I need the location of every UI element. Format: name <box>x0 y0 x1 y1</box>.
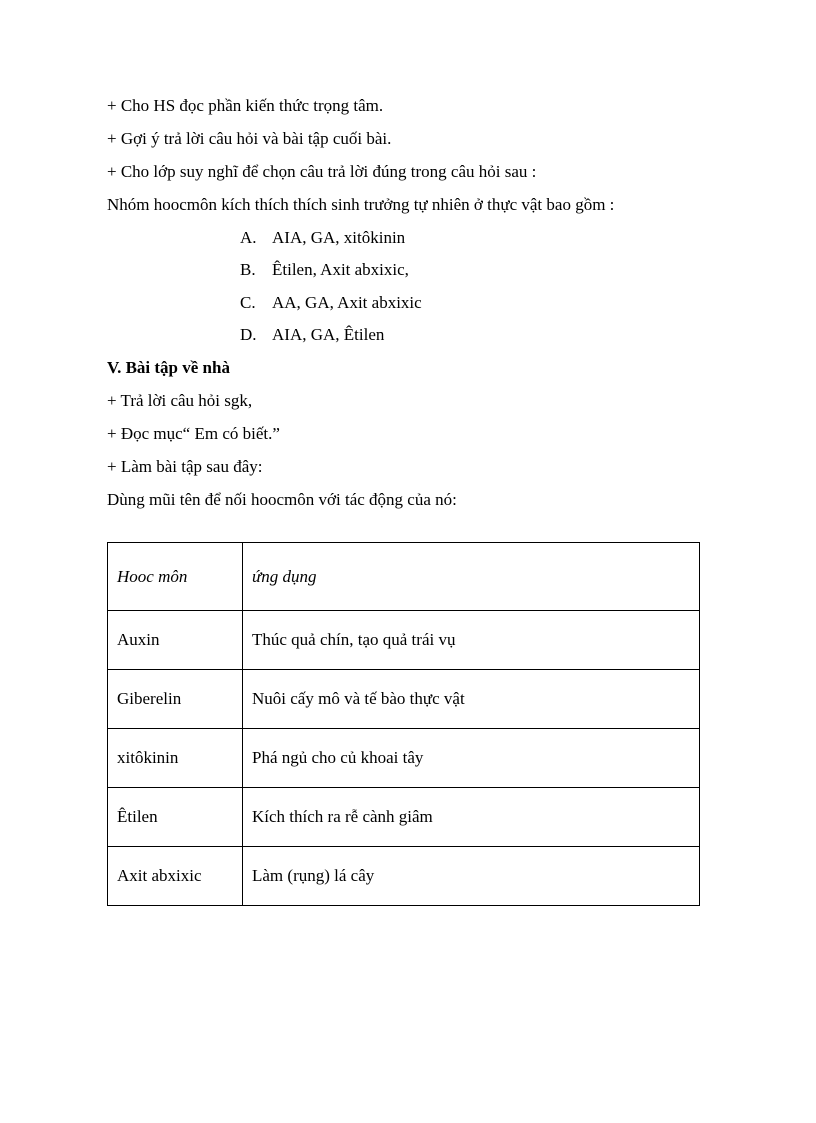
application-cell: Làm (rụng) lá cây <box>243 847 700 906</box>
application-cell: Kích thích ra rễ cành giâm <box>243 788 700 847</box>
hormone-cell: Axit abxixic <box>108 847 243 906</box>
option-letter: D. <box>240 325 257 344</box>
option-text: AIA, GA, Êtilen <box>272 325 385 344</box>
application-cell: Thúc quả chín, tạo quả trái vụ <box>243 611 700 670</box>
option-c <box>240 292 422 314</box>
table-row <box>108 611 700 670</box>
option-b <box>240 259 409 281</box>
homework-line: + Làm bài tập sau đây: <box>107 457 263 476</box>
header-application: ứng dụng <box>243 543 700 611</box>
table-row <box>108 788 700 847</box>
hormone-cell: Êtilen <box>108 788 243 847</box>
option-d <box>240 324 384 346</box>
homework-line: + Trả lời câu hỏi sgk, <box>107 391 253 410</box>
hormone-cell: Giberelin <box>108 670 243 729</box>
intro-line: + Cho lớp suy nghĩ để chọn câu trả lời đúng trong câu hỏi sau : <box>107 162 537 181</box>
table-row <box>108 847 700 906</box>
option-a <box>240 227 405 249</box>
option-letter: B. <box>240 260 256 279</box>
hormone-cell: Auxin <box>108 611 243 670</box>
question-text: Nhóm hoocmôn kích thích thích sinh trưởng tự nhiên ở thực vật bao gồm : <box>107 195 615 214</box>
intro-line: + Gợi ý trả lời câu hỏi và bài tập cuối bài. <box>107 129 392 148</box>
option-text: AIA, GA, xitôkinin <box>272 228 406 247</box>
intro-line: + Cho HS đọc phần kiến thức trọng tâm. <box>107 96 384 115</box>
option-letter: C. <box>240 293 256 312</box>
header-hormone: Hooc môn <box>108 543 243 611</box>
table-row <box>108 729 700 788</box>
application-cell: Phá ngủ cho củ khoai tây <box>243 729 700 788</box>
hormone-cell: xitôkinin <box>108 729 243 788</box>
option-text: Êtilen, Axit abxixic, <box>272 260 409 279</box>
table-row <box>108 670 700 729</box>
application-cell: Nuôi cấy mô và tế bào thực vật <box>243 670 700 729</box>
homework-heading: V. Bài tập về nhà <box>107 358 230 377</box>
table-header-row <box>108 543 700 611</box>
homework-instruction: Dùng mũi tên để nối hoocmôn với tác động của nó: <box>107 490 457 509</box>
hormone-table <box>107 542 700 906</box>
option-letter: A. <box>240 228 257 247</box>
homework-line: + Đọc mục“ Em có biết.” <box>107 424 280 443</box>
option-text: AA, GA, Axit abxixic <box>272 293 422 312</box>
